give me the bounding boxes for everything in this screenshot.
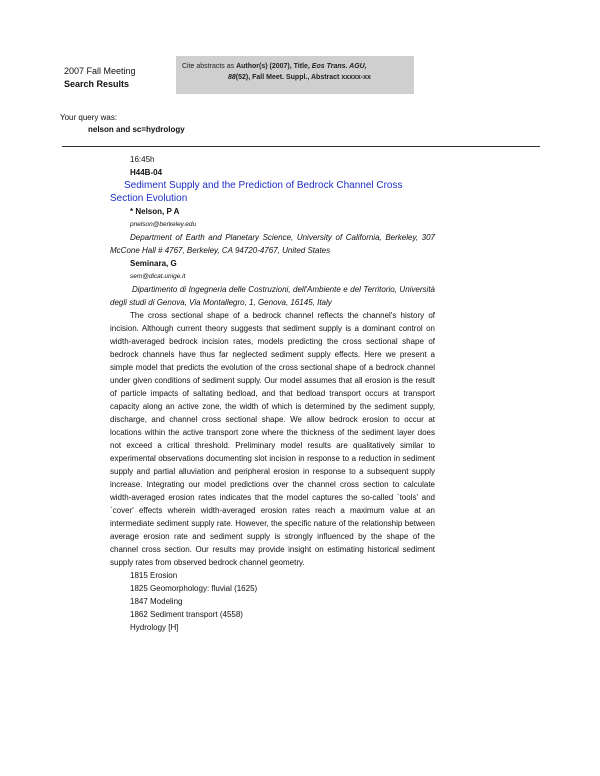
abstract-title-link[interactable]: Sediment Supply and the Prediction of Bedrock Channel Cross Section Evolution	[110, 180, 403, 204]
meeting-header	[64, 65, 136, 91]
abstract-code: H44B-04	[130, 168, 163, 177]
session-time: 16:45h	[130, 155, 155, 164]
section-label: Hydrology [H]	[130, 623, 179, 632]
author-name: Seminara, G	[130, 259, 177, 268]
keyword: 1847 Modeling	[130, 597, 183, 606]
keyword: 1825 Geomorphology: fluvial (1625)	[130, 584, 258, 593]
search-results-label: Search Results	[64, 79, 130, 89]
query-label: Your query was:	[60, 113, 118, 122]
meeting-title: 2007 Fall Meeting	[64, 66, 136, 76]
author-name: * Nelson, P A	[130, 207, 180, 216]
abstract-entry	[110, 153, 435, 634]
query-block	[60, 112, 185, 136]
cite-prefix: Cite abstracts as	[182, 63, 237, 70]
author-affiliation: Dipartimento di Ingegneria delle Costruzioni, dell'Ambiente e del Territorio, Università degli studi di Genova, Via Montallegro, 1, Genova, 16145, Italy	[110, 285, 435, 307]
author-email: pnelson@berkeley.edu	[130, 221, 197, 228]
author-affiliation: Department of Earth and Planetary Science, University of California, Berkeley, 307 McCone Hall # 4767, Berkeley, CA 94720-4767, United States	[110, 233, 435, 255]
keyword: 1862 Sediment transport (4558)	[130, 610, 243, 619]
cite-bold-1: Author(s) (2007), Title,	[236, 63, 312, 70]
query-value: nelson and sc=hydrology	[88, 125, 185, 134]
citation-box	[176, 56, 414, 94]
author-email: sem@dicat.unige.it	[130, 273, 186, 280]
cite-volume: 88	[228, 74, 236, 81]
cite-bold-2: (52), Fall Meet. Suppl., Abstract xxxxx-xx	[235, 74, 371, 81]
abstract-body	[110, 309, 435, 569]
divider	[62, 146, 540, 147]
keyword: 1815 Erosion	[130, 571, 178, 580]
cite-journal: Eos Trans. AGU,	[311, 63, 367, 70]
abstract-text: The cross sectional shape of a bedrock channel reflects the channel's history of incision. Although current theory suggests that sediment supply is a dominant control on width-averaged bedrock incision rates, models predicting the cross sectional shape of bedrock channels have thus far neglected sediment supply effects. Here we present a simple model that predicts the evolution of the cross sectional shape of a bedrock channel under given conditions of sediment supply. Our model assumes that all erosion is the result of particle impacts of saltating bedload, and that bedload transport occurs at transport capacity along an active zone, the width of which is determined by the sediment supply, discharge, and channel cross sectional shape. We allow bedrock erosion to occur at locations within the active transport zone where the thickness of the sediment layer does not exceed a critical threshold. Preliminary model results are qualitatively similar to experimental observations documenting slot incision in response to a reduction in sediment supply and partial alluviation and peripheral erosion in response to a subsequent supply increase. Integrating our model predictions over the channel cross section to calculate width-averaged erosion rates indicates that the model captures the so-called `tools' and `cover' effects wherein width-averaged erosion rates reach a maximum value at an intermediate sediment supply rate. However, the specific nature of the relationship between average erosion rate and sediment supply is strongly influenced by the shape of the channel cross section. Our results may provide insight on estimating historical sediment supply rates from observed bedrock channel geometry.	[110, 311, 435, 567]
